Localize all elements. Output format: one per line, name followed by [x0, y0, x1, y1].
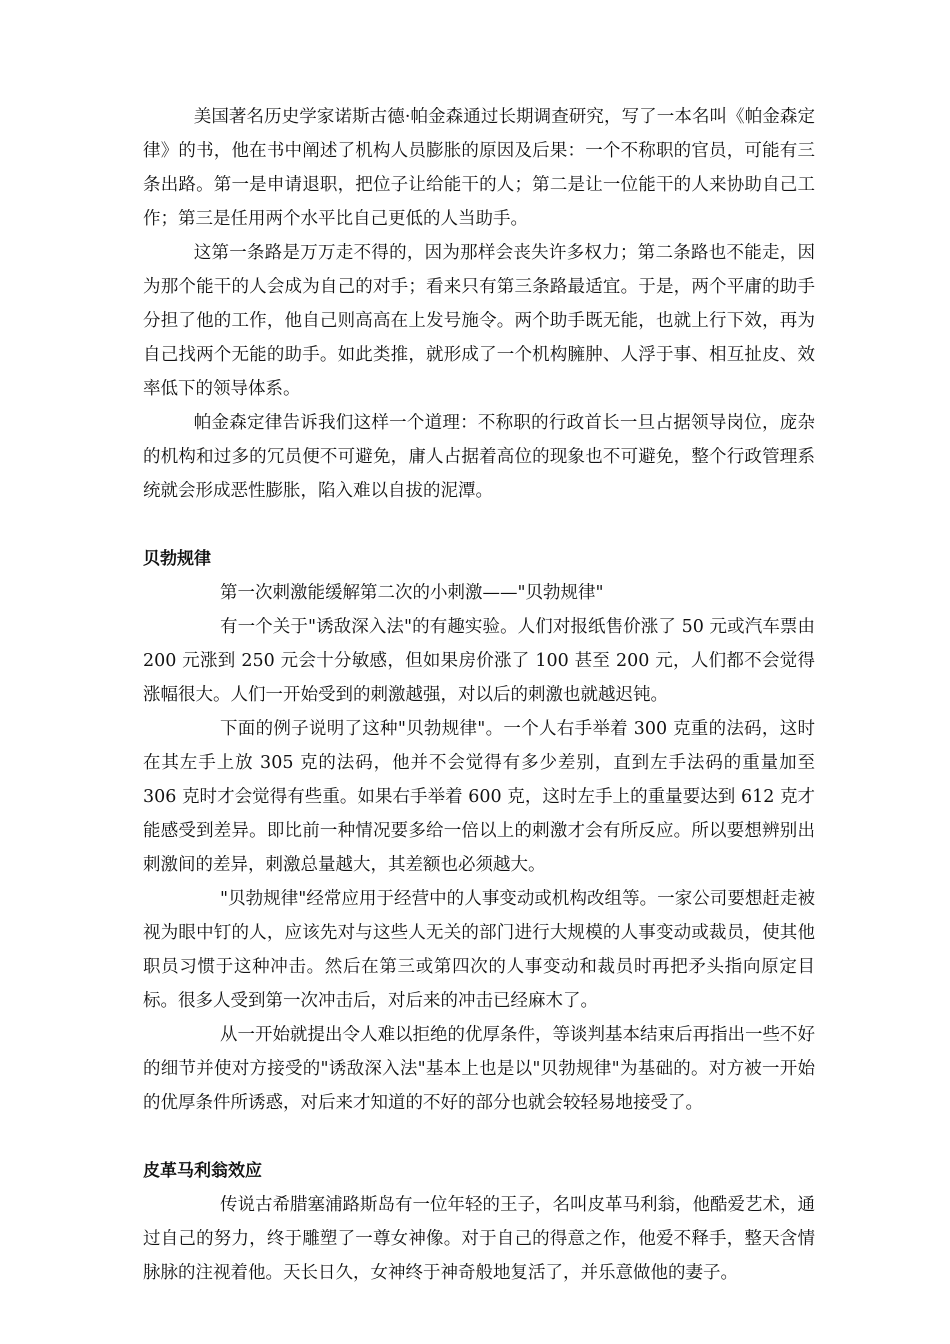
parkinson-paragraph-3: 帕金森定律告诉我们这样一个道理：不称职的行政首长一旦占据领导岗位，庞杂的机构和过多的冗员便不可避免，庸人占据着高位的现象也不可避免，整个行政管理系统就会形成恶性膨胀，陷入难以自拔的泥潭。 [143, 413, 815, 501]
parkinson-paragraph-1: 美国著名历史学家诺斯古德·帕金森通过长期调查研究，写了一本名叫《帕金森定律》的书，他在书中阐述了机构人员膨胀的原因及后果：一个不称职的官员，可能有三条出路。第一是申请退职，把位子让给能干的人；第二是让一位能干的人来协助自己工作；第三是任用两个水平比自己更低的人当助手。 [143, 107, 815, 229]
bebe-law-paragraph-4: 从一开始就提出令人难以拒绝的优厚条件，等谈判基本结束后再指出一些不好的细节并使对方接受的"诱敌深入法"基本上也是以"贝勃规律"为基础的。对方被一开始的优厚条件所诱惑，对后来才知道的不好的部分也就会较轻易地接受了。 [143, 1025, 815, 1113]
section-spacer [143, 1120, 815, 1154]
bebe-law-paragraph-1: 有一个关于"诱敌深入法"的有趣实验。人们对报纸售价涨了 50 元或汽车票由 200 元涨到 250 元会十分敏感，但如果房价涨了 100 甚至 200 元，人们都不会觉得涨幅很大。人们一开始受到的刺激越强，对以后的刺激也就越迟钝。 [143, 617, 815, 705]
bebe-law-paragraph-2: 下面的例子说明了这种"贝勃规律"。一个人右手举着 300 克重的法码，这时在其左手上放 305 克的法码，他并不会觉得有多少差别，直到左手法码的重量加至 306 克时才会觉得有些重。如果右手举着 600 克，这时左手上的重量要达到 612 克才能感受到差异。即比前一种情况要多给一倍以上的刺激才会有所反应。所以要想辨别出刺激间的差异，刺激总量越大，其差额也必须越大。 [143, 719, 815, 875]
bebe-law-heading: 贝勃规律 [143, 549, 211, 569]
bebe-law-subtitle: 第一次刺激能缓解第二次的小刺激——"贝勃规律" [220, 583, 604, 603]
pygmalion-effect-heading: 皮革马利翁效应 [143, 1161, 262, 1181]
bebe-law-paragraph-3: "贝勃规律"经常应用于经营中的人事变动或机构改组等。一家公司要想赶走被视为眼中钉的人，应该先对与这些人无关的部门进行大规模的人事变动或裁员，使其他职员习惯于这种冲击。然后在第三或第四次的人事变动和裁员时再把矛头指向原定目标。很多人受到第一次冲击后，对后来的冲击已经麻木了。 [143, 889, 815, 1011]
pygmalion-paragraph-1: 传说古希腊塞浦路斯岛有一位年轻的王子，名叫皮革马利翁，他酷爱艺术，通过自己的努力，终于雕塑了一尊女神像。对于自己的得意之作，他爱不释手，整天含情脉脉的注视着他。天长日久，女神终于神奇般地复活了，并乐意做他的妻子。 [143, 1195, 815, 1283]
section-spacer [143, 508, 815, 542]
document-page [143, 100, 815, 1290]
parkinson-paragraph-2: 这第一条路是万万走不得的，因为那样会丧失许多权力；第二条路也不能走，因为那个能干的人会成为自己的对手；看来只有第三条路最适宜。于是，两个平庸的助手分担了他的工作，他自己则高高在上发号施令。两个助手既无能，也就上行下效，再为自己找两个无能的助手。如此类推，就形成了一个机构臃肿、人浮于事、相互扯皮、效率低下的领导体系。 [143, 243, 815, 399]
